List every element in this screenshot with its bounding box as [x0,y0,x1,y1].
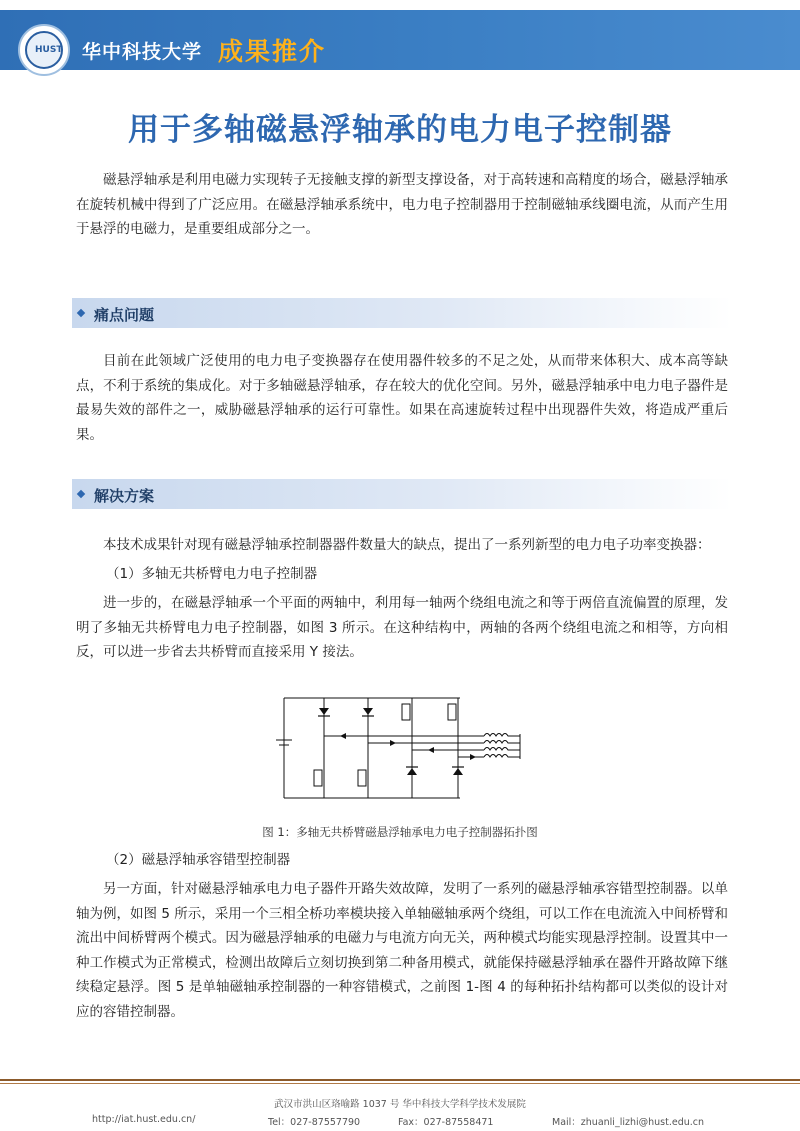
solution-item2-paragraph: 另一方面，针对磁悬浮轴承电力电子器件开路失效故障，发明了一系列的磁悬浮轴承容错型控制器。以单轴为例，如图 5 所示，采用一个三相全桥功率模块接入单轴磁轴承两个绕组，可以工作在电流流入中间桥臂和流出中间桥臂两个模式。因为磁悬浮轴承的电磁力与电流方向无关，两种模式均能实现悬浮控制。设置其中一种工作模式为正常模式，检测出故障后立刻切换到第二种备用模式，就能保持磁悬浮轴承在器件开路故障下继续稳定悬浮。图 5 是单轴磁轴承控制器的一种容错模式，之前图 1-图 4 的每种拓扑结构都可以类似的设计对应的容错控制器。 [76,881,728,1020]
logo-text: HUST [35,45,63,55]
footer-tel: Tel：027-87557790 [268,1117,361,1128]
diode-icon [407,768,417,775]
igbt-switch-icon [314,770,322,786]
logo-emblem-icon [25,31,63,69]
footer-website-link[interactable]: http://iat.hust.edu.cn/ [92,1114,196,1125]
diamond-bullet-icon [77,309,85,317]
header-brand-title: 成果推介 [218,37,327,66]
igbt-switch-icon [358,770,366,786]
solution-intro-paragraph: 本技术成果针对现有磁悬浮轴承控制器器件数量大的缺点，提出了一系列新型的电力电子功率变换器： [103,537,711,553]
coil-1 [484,734,520,737]
arrow-left-icon [340,733,346,739]
footer-divider [0,1079,800,1081]
footer-divider [0,1083,800,1084]
coil-4 [484,755,520,758]
pain-points-paragraph: 目前在此领域广泛使用的电力电子变换器存在使用器件较多的不足之处，从而带来体积大、成本高等缺点，不利于系统的集成化。对于多轴磁悬浮轴承，存在较大的优化空间。另外，磁悬浮轴承中电力电子器件是最易失效的部件之一，威胁磁悬浮轴承的运行可靠性。如果在高速旋转过程中出现器件失效，将造成严重后果。 [76,353,728,443]
footer-mail: Mail：zhuanli_lizhi@hust.edu.cn [552,1117,705,1128]
coil-3 [484,748,520,751]
university-logo [18,24,70,76]
figure-caption: 图 1：多轴无共桥臂磁悬浮轴承电力电子控制器拓扑图 [262,825,538,839]
header-banner [0,10,800,70]
coil-2 [484,741,520,744]
arrow-right-icon [470,754,476,760]
header-school-name: 华中科技大学 [82,41,203,63]
section-title: 解决方案 [94,487,155,505]
section-header-pain-points [72,298,732,328]
diode-icon [453,768,463,775]
igbt-switch-icon [402,704,410,720]
diode-icon [319,708,329,715]
intro-paragraph: 磁悬浮轴承是利用电磁力实现转子无接触支撑的新型支撑设备，对于高转速和高精度的场合，磁悬浮轴承在旋转机械中得到了广泛应用。在磁悬浮轴承系统中，电力电子控制器用于控制磁轴承线圈电流，从而产生用于悬浮的电磁力，是重要组成部分之一。 [76,172,728,237]
footer-fax: Fax：027-87558471 [398,1117,494,1128]
diode-icon [363,708,373,715]
footer-address: 武汉市洪山区珞喻路 1037 号 华中科技大学科学技术发展院 [274,1099,526,1110]
section-header-solution [72,479,732,509]
igbt-switch-icon [448,704,456,720]
arrow-left-icon [428,747,434,753]
solution-item1-title: （1）多轴无共桥臂电力电子控制器 [106,566,318,582]
circuit-topology-diagram [270,690,532,802]
solution-item2-title: （2）磁悬浮轴承容错型控制器 [106,852,291,868]
solution-item1-paragraph: 进一步的，在磁悬浮轴承一个平面的两轴中，利用每一轴两个绕组电流之和等于两倍直流偏置的原理，发明了多轴无共桥臂电力电子控制器，如图 3 所示。在这种结构中，两轴的各两个绕组电流之和相等，方向相反，可以进一步省去共桥臂而直接采用 Y 接法。 [76,595,728,660]
arrow-right-icon [390,740,396,746]
page-title: 用于多轴磁悬浮轴承的电力电子控制器 [128,112,672,148]
diamond-bullet-icon [77,490,85,498]
section-title: 痛点问题 [94,306,155,324]
